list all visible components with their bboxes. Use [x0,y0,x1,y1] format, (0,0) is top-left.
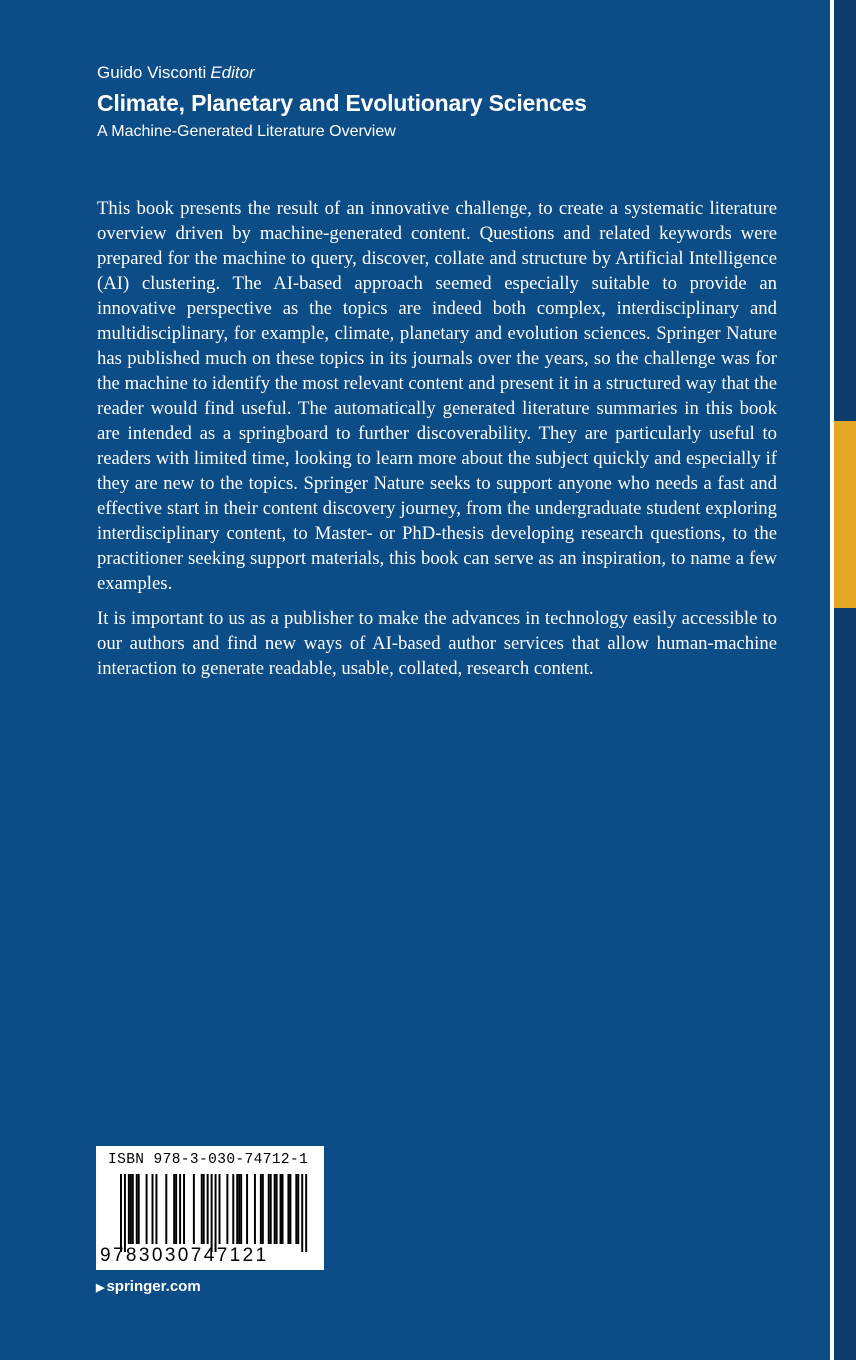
barcode-bar [211,1174,213,1252]
barcode-bar [268,1174,270,1244]
barcode-bar [254,1174,256,1244]
barcode-bar [262,1174,264,1244]
barcode-bar [165,1174,167,1244]
barcode-bar [232,1174,234,1244]
barcode-bar [152,1174,154,1244]
barcode-bar [132,1174,134,1244]
isbn-barcode [96,1146,324,1270]
barcode-bar [270,1174,272,1244]
description-paragraph: This book presents the result of an innovative challenge, to create a systematic literature overview driven by machine-generated content. Questions and related keywords were prepared for the machine to query, discover, collate and structure by Artificial Intelligence (AI) clustering. The AI-based approach seemed especially suitable to provide an innovative perspective as the topics are indeed both complex, interdisciplinary and multidisciplinary, for example, climate, planetary and evolution sciences. Springer Nature has published much on these topics in its journals over the years, so the challenge was for the machine to identify the most relevant content and present it in a structured way that the reader would find useful. The automatically generated literature summaries in this book are intended as a springboard to further discoverability. They are particularly useful to readers with limited time, looking to learn more about the subject quickly and especially if they are new to the topics. Springer Nature seeks to support anyone who needs a fast and effective start in their content discovery journey, from the undergraduate student exploring interdisciplinary content, to Master- or PhD-thesis developing research questions, to the practitioner seeking support materials, this book can serve as an inspiration, to name a few examples. [97,198,777,594]
author-role: Editor [210,63,255,82]
barcode-bar [246,1174,248,1244]
barcode-bar [203,1174,205,1244]
barcode-bar [136,1174,138,1244]
barcode-bar [124,1174,126,1252]
book-description [97,196,777,691]
barcode-bar [193,1174,195,1244]
book-subtitle: A Machine-Generated Literature Overview [97,123,396,140]
spine-edge [834,0,856,1360]
barcode-bar [236,1174,238,1244]
barcode-bar [138,1174,140,1244]
barcode-bar [201,1174,203,1244]
author-name: Guido Visconti [97,63,207,82]
barcode-bar [128,1174,130,1244]
barcode-bar [219,1174,221,1244]
barcode-bar [215,1174,217,1252]
barcode-bar [287,1174,289,1244]
barcode-bar [146,1174,148,1244]
isbn-label: ISBN 978-3-030-74712-1 [108,1152,309,1168]
description-paragraph: It is important to us as a publisher to make the advances in technology easily accessible to our authors and find new ways of AI-based author services that allow human-machine interaction to generate readable, usable, collated, research content. [97,608,777,679]
barcode-bar [183,1174,185,1244]
barcode-bar [173,1174,175,1244]
publisher-url: springer.com [106,1278,201,1295]
book-title: Climate, Planetary and Evolutionary Sciences [97,90,587,116]
barcode-bar [295,1174,297,1244]
triangle-right-icon: ▶ [96,1282,105,1294]
barcode-bar [276,1174,278,1244]
barcode-bar [207,1174,209,1244]
author-line [97,61,587,85]
barcode-bar [297,1174,299,1244]
barcode-bar [282,1174,284,1244]
publisher-link[interactable] [96,1277,201,1298]
barcode-bar [175,1174,177,1244]
barcode-bar [280,1174,282,1244]
spine-gold-stripe [834,421,856,608]
barcode-bar [155,1174,157,1244]
barcode-bar [120,1174,122,1252]
barcode-bar [130,1174,132,1244]
barcode-bar [301,1174,303,1252]
barcode-bar [179,1174,181,1244]
barcode-bar [240,1174,242,1244]
barcode-bar [226,1174,228,1244]
barcode-bar [289,1174,291,1244]
barcode-bar [274,1174,276,1244]
barcode-bar [260,1174,262,1244]
barcode-digits: 9783030747121 [100,1245,269,1266]
book-header [97,61,587,143]
barcode-bar [305,1174,307,1252]
barcode-bar [238,1174,240,1244]
